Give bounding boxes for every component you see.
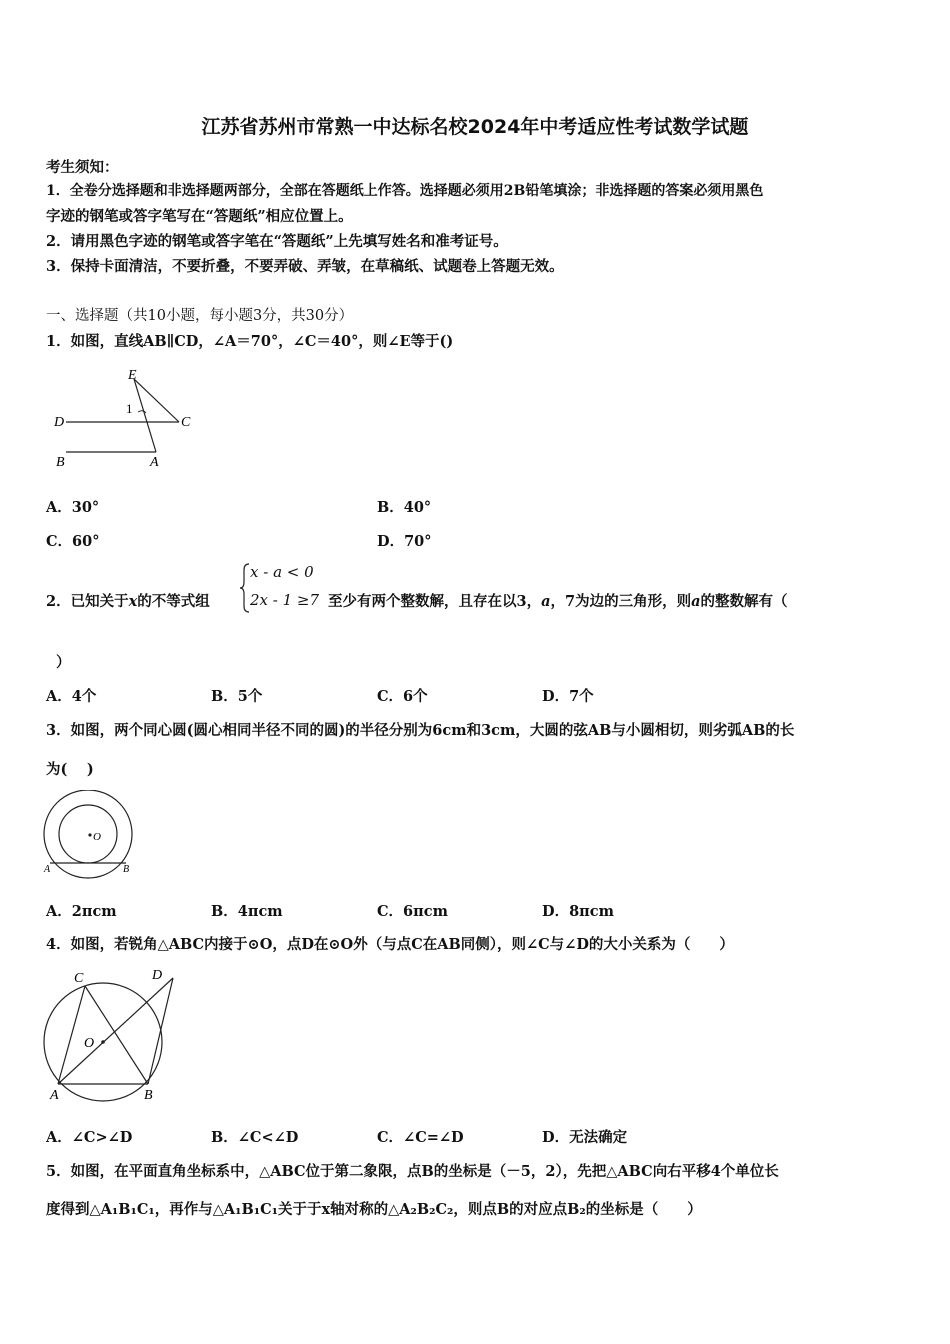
q1-label-1: 1 bbox=[126, 401, 133, 416]
q2-stem-end bbox=[328, 590, 788, 611]
q2-text-post2: ，7为边的三角形，则 bbox=[550, 593, 692, 610]
q4-label-c: C bbox=[74, 971, 84, 986]
q4-option-b[interactable]: B．∠C<∠D bbox=[211, 1129, 299, 1146]
q4-option-a[interactable]: A．∠C>∠D bbox=[46, 1129, 133, 1146]
q2-var-a: a bbox=[541, 593, 551, 610]
q4-stem: 4．如图，若锐角△ABC内接于⊙O，点D在⊙O外（与点C在AB同侧），则∠C与∠D的大小关系为（ ） bbox=[46, 936, 734, 953]
q1-label-a: A bbox=[150, 455, 159, 470]
q2-text-pre: 2．已知关于 bbox=[46, 593, 129, 610]
q1-figure bbox=[46, 362, 206, 474]
q2-stem-start bbox=[46, 590, 210, 611]
q1-label-e: E bbox=[128, 368, 137, 383]
q2-option-d[interactable]: D．7个 bbox=[542, 688, 594, 705]
q3-label-b: B bbox=[123, 864, 130, 875]
q4-label-a: A bbox=[50, 1088, 59, 1103]
q2-option-a[interactable]: A．4个 bbox=[46, 688, 97, 705]
q4-label-o: O bbox=[84, 1036, 95, 1051]
q3-stem-1: 3．如图，两个同心圆(圆心相同半径不同的圆)的半径分别为6cm和3cm，大圆的弦AB与小圆相切，则劣弧AB的长 bbox=[46, 722, 795, 739]
q3-option-b[interactable]: B．4πcm bbox=[211, 903, 283, 920]
q2-text-mid: 的不等式组 bbox=[137, 593, 210, 610]
notice-line-2: 2．请用黑色字迹的钢笔或答字笔在“答题纸”上先填写姓名和准考证号。 bbox=[46, 233, 508, 250]
q1-label-c: C bbox=[181, 415, 191, 430]
notice-line-1a: 1．全卷分选择题和非选择题两部分，全部在答题纸上作答。选择题必须用2B铅笔填涂；非选择题的答案必须用黑色 bbox=[46, 183, 764, 199]
q4-figure bbox=[40, 962, 180, 1107]
q2-inequality-1: x - a < 0 bbox=[250, 563, 314, 581]
q5-stem-2: 度得到△A₁B₁C₁，再作与△A₁B₁C₁关于于x轴对称的△A₂B₂C₂，则点B的对应点B₂的坐标是（ ） bbox=[46, 1201, 702, 1218]
q3-option-a[interactable]: A．2πcm bbox=[46, 903, 117, 920]
q2-text-post3: 的整数解有（ bbox=[700, 593, 788, 610]
q4-label-d: D bbox=[152, 968, 163, 983]
q1-label-d: D bbox=[54, 415, 65, 430]
q1-option-d[interactable]: D．70° bbox=[377, 533, 432, 550]
q2-inequality-2: 2x - 1 ≥7 bbox=[250, 591, 320, 609]
q2-close-paren: ） bbox=[56, 654, 71, 671]
q2-var-x: x bbox=[128, 593, 138, 610]
q3-label-a: A bbox=[44, 864, 51, 875]
q1-option-a[interactable]: A．30° bbox=[46, 499, 100, 516]
q3-stem-2: 为( ) bbox=[46, 761, 94, 778]
q1-option-c[interactable]: C．60° bbox=[46, 533, 100, 550]
q2-text-post: 至少有两个整数解，且存在以3， bbox=[328, 593, 542, 610]
q4-label-b: B bbox=[144, 1088, 153, 1103]
q4-option-c[interactable]: C．∠C=∠D bbox=[377, 1129, 464, 1146]
q3-option-c[interactable]: C．6πcm bbox=[377, 903, 448, 920]
q3-label-o: O bbox=[93, 831, 101, 843]
q4-option-d[interactable]: D．无法确定 bbox=[542, 1129, 628, 1146]
notice-line-1b: 字迹的钢笔或答字笔写在“答题纸”相应位置上。 bbox=[46, 208, 353, 225]
section-heading: 一、选择题（共10小题，每小题3分，共30分） bbox=[46, 308, 354, 324]
notice-heading: 考生须知： bbox=[46, 159, 119, 176]
q2-var-a2: a bbox=[691, 593, 701, 610]
q3-figure bbox=[40, 790, 140, 882]
q2-option-c[interactable]: C．6个 bbox=[377, 688, 428, 705]
q1-label-b: B bbox=[56, 455, 65, 470]
q1-option-b[interactable]: B．40° bbox=[377, 499, 432, 516]
q3-option-d[interactable]: D．8πcm bbox=[542, 903, 614, 920]
q2-option-b[interactable]: B．5个 bbox=[211, 688, 263, 705]
q5-stem-1: 5．如图，在平面直角坐标系中，△ABC位于第二象限，点B的坐标是（－5，2），先把△ABC向右平移4个单位长 bbox=[46, 1163, 779, 1180]
page-title: 江苏省苏州市常熟一中达标名校2024年中考适应性考试数学试题 bbox=[201, 116, 749, 138]
notice-line-3: 3．保持卡面清洁，不要折叠，不要弄破、弄皱，在草稿纸、试题卷上答题无效。 bbox=[46, 258, 564, 275]
q1-stem: 1．如图，直线AB∥CD，∠A＝70°，∠C＝40°，则∠E等于() bbox=[46, 333, 454, 350]
